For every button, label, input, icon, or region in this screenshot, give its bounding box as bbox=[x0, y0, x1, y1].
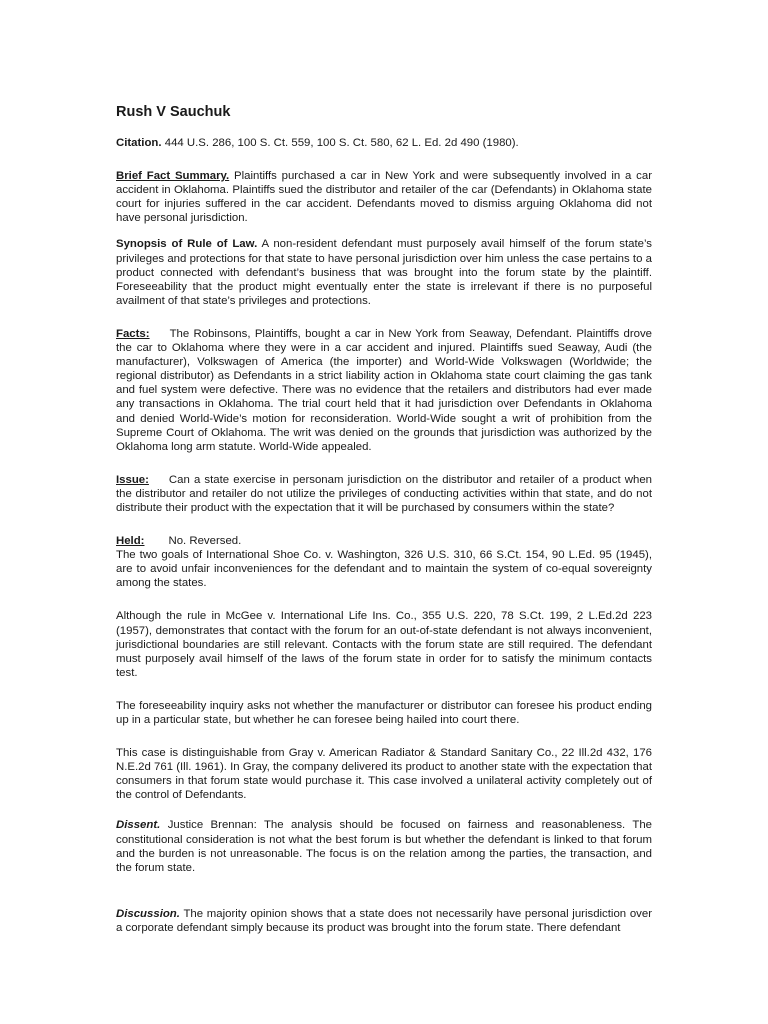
citation-paragraph bbox=[116, 136, 652, 150]
dissent-paragraph bbox=[116, 818, 652, 874]
facts-paragraph bbox=[116, 327, 652, 454]
body-paragraph: The foreseeability inquiry asks not whether the manufacturer or distributor can foresee his product ending up in a particular state, but whether he can foresee being hailed into court there. bbox=[116, 699, 652, 726]
held-paragraph bbox=[116, 534, 652, 590]
synopsis-text: A non-resident defendant must purposely avail himself of the forum state’s privileges and protections for that state to have personal jurisdiction over him unless the case pertains to a product connected with defendant’s business that was brought into the forum state by the plaintiff. Foreseeability that the product might eventually enter the state is irrelevant if there is no purposeful availment of that state’s privileges and protections. bbox=[116, 238, 652, 307]
discussion-label: Discussion. bbox=[116, 907, 180, 920]
body-paragraph: This case is distinguishable from Gray v. American Radiator & Standard Sanitary Co., 22 Ill.2d 432, 176 N.E.2d 761 (Ill. 1961). In Gray, the company delivered its product to another state with the expectation that consumers in that forum state would purchase it. This case involved a unilateral activity completely out of the control of Defendants. bbox=[116, 747, 652, 802]
citation-label: Citation. bbox=[116, 137, 162, 149]
issue-label: Issue: bbox=[116, 473, 149, 486]
discussion-paragraph bbox=[116, 907, 652, 935]
dissent-text: Justice Brennan: The analysis should be focused on fairness and reasonableness. The constitutional consideration is not what the best forum is but whether the defendant is linked to that forum and the burden is not unreasonable. The focus is on the relation among the parties, the transaction, and the forum state. bbox=[116, 819, 652, 874]
held-verdict: No. Reversed. bbox=[168, 535, 242, 548]
issue-text: Can a state exercise in personam jurisdiction on the distributor and retailer of a product when the distributor and retailer do not utilize the privileges of conducting activities within that state, and do not distribute their product with the expectation that it will be purchased by consumers within the state? bbox=[116, 473, 652, 514]
brief-fact-summary-text: Plaintiffs purchased a car in New York and were subsequently involved in a car accident in Oklahoma. Plaintiffs sued the distributor and retailer of the car (Defendants) in Oklahoma state court for injuries suffered in the car accident. Defendants moved to dismiss arguing Oklahoma did not have personal jurisdiction. bbox=[116, 170, 652, 225]
held-label: Held: bbox=[116, 535, 145, 548]
held-text: The two goals of International Shoe Co. v. Washington, 326 U.S. 310, 66 S.Ct. 154, 90 L.Ed. 95 (1945), are to avoid unfair inconveniences for the defendant and to maintain the system of co-equal sovereignty among the states. bbox=[116, 549, 652, 590]
discussion-text: The majority opinion shows that a state does not necessarily have personal jurisdiction over a corporate defendant simply because its product was brought into the forum state. There defendant bbox=[116, 907, 652, 934]
facts-label: Facts: bbox=[116, 327, 150, 340]
citation-text: 444 U.S. 286, 100 S. Ct. 559, 100 S. Ct. 580, 62 L. Ed. 2d 490 (1980). bbox=[164, 137, 519, 149]
facts-text: The Robinsons, Plaintiffs, bought a car in New York from Seaway, Defendant. Plaintiffs drove the car to Oklahoma where they were in a car accident and injured. Plaintiffs sued Seaway, Audi (the manufacturer), Volkswagen of America (the importer) and World-Wide Volkswagen (Worldwide; the regional distributor) as Defendants in a strict liability action in Oklahoma state court claiming the gas tank and fuel system were defective. There was no evidence that the retailers and distributors had ever made any transactions in Oklahoma. The trial court held that it had jurisdiction over Defendants in Oklahoma and denied World-Wide’s motion for reconsideration. World-Wide sought a writ of prohibition from the Supreme Court of Oklahoma. The writ was denied on the grounds that jurisdiction was authorized by the Oklahoma long arm statute. World-Wide appealed. bbox=[116, 327, 652, 453]
dissent-label: Dissent. bbox=[116, 819, 161, 832]
issue-paragraph bbox=[116, 473, 652, 515]
synopsis-paragraph bbox=[116, 237, 652, 307]
brief-fact-summary-paragraph bbox=[116, 169, 652, 225]
document-title: Rush V Sauchuk bbox=[116, 104, 231, 120]
synopsis-label: Synopsis of Rule of Law. bbox=[116, 238, 258, 251]
brief-fact-summary-label: Brief Fact Summary. bbox=[116, 170, 230, 183]
body-paragraph: Although the rule in McGee v. International Life Ins. Co., 355 U.S. 220, 78 S.Ct. 199, 2 L.Ed.2d 223 (1957), demonstrates that contact with the forum for an out-of-state defendant is not always inconvenient, jurisdictional boundaries are still relevant. Contacts with the forum state are still required. The defendant must purposely avail himself of the laws of the forum state in order for to satisfy the minimum contacts test. bbox=[116, 610, 652, 679]
document-page bbox=[116, 103, 652, 947]
